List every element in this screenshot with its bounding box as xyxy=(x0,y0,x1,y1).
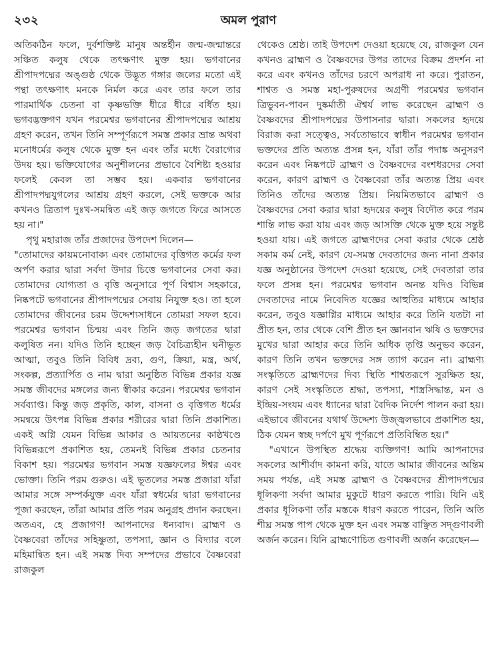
text-columns xyxy=(14,38,484,660)
page-number: ২৩২ xyxy=(14,13,39,27)
page-header xyxy=(0,0,497,34)
right-paragraph-1: থেকেও শ্রেষ্ঠ। তাই উপদেশ দেওয়া হয়েছে যে, রাজকুল যেন কখনও ব্রাহ্মণ ও বৈষ্ণবদের উপর তাদের বিক্রম প্রদর্শন না করে এবং কখনও তাঁদের চরণে অপরাধ না করে। পুরাতন, শাশ্বত ও সমস্ত মহা-পুরুষদের অগ্রণী পরমেশ্বর ভগবান ত্রিভুবন-পাবন দুষ্কর্মাতী ঐশ্বর্য লাভ করেছেন ব্রাহ্মণ ও বৈষ্ণবদের শ্রীপাদপদ্মের উপাসনার দ্বারা। সকলের হৃদয়ে বিরাজ করা সত্ত্বেও, সর্বতোভাবে স্বাধীন পরমেশ্বর ভগবান ভক্তদের প্রতি অত্যন্ত প্রসন্ন হন, যাঁরা তাঁর পদাঙ্ক অনুসরণ করেন এবং নিষ্কপটে ব্রাহ্মণ ও বৈষ্ণবদের বংশধরদের সেবা করেন, কারণ ব্রাহ্মণ ও বৈষ্ণবেরা তাঁর অত্যন্ত প্রিয় এবং তিনিও তাঁদের অত্যন্ত প্রিয়। নিয়মিতভাবে ব্রাহ্মণ ও বৈষ্ণবদের সেবা করার দ্বারা হৃদয়ের কলুষ বিদৌত করে পরম শান্তি লাভ করা যায় এবং জড় আসক্তি থেকে মুক্ত হয়ে সন্তুষ্ট হওয়া যায়। এই জগতে ব্রাহ্মণদের সেবা করার থেকে শ্রেষ্ঠ সকাম কর্ম নেই, কারণ যে-সমস্ত দেবতাদের জন্য নানা প্রকার যজ্ঞ অনুষ্ঠানের উপদেশ দেওয়া হয়েছে, সেই দেবতারা তার ফলে প্রসন্ন হন। পরমেশ্বর ভগবান অনন্ত যদিও বিভিন্ন দেবতাদের নামে নিবেদিত যজ্ঞের আহুতির মাধ্যমে আহার করেন, তবুও যজ্ঞাগ্নির মাধ্যমে আহার করে তিনি যতটা না প্রীত হন, তার থেকে বেশি প্রীত হন জ্ঞানবান ঋষি ও ভক্তদের মুখের দ্বারা আহার করে তিনি অধিক তৃপ্তি অনুভব করেন, কারণ তিনি তখন ভক্তদের সঙ্গ ত্যাগ করেন না। ব্রাহ্মণ্য সংস্কৃতিতে ব্রাহ্মণদের দিব্য স্থিতি শাশ্বতরূপে সুরক্ষিত হয়, কারণ সেই সংস্কৃতিতে শ্রদ্ধা, তপস্যা, শাস্ত্রসিদ্ধান্ত, মন ও ইন্দ্রিয়-সংযম এবং ধ্যানের দ্বারা বৈদিক নির্দেশ পালন করা হয়। এইভাবে জীবনের যথার্থ উদ্দেশ্য উজ্জ্বলভাবে প্রকাশিত হয়, ঠিক যেমন স্বচ্ছ দর্পণে মুখ পূর্ণরূপে প্রতিবিম্বিত হয়।" xyxy=(257,40,484,441)
right-column xyxy=(257,38,484,660)
left-paragraph-3: "তোমাদের কায়মনোবাক্য এবং তোমাদের বৃত্তিগত কর্মের ফল অর্পণ করার দ্বারা সর্বদা উদার চিত্তে ভগবানের সেবা কর। তোমাদের যোগ্যতা ও বৃত্তি অনুসারে পূর্ণ বিশ্বাস সহকারে, নিষ্কপটে ভগবানের শ্রীপাদপদ্মের সেবায় নিযুক্ত হও। তা হলে তোমাদের জীবনের চরম উদ্দেশ্যসাধনে তোমরা সফল হবে। পরমেশ্বর ভগবান চিন্ময় এবং তিনি জড় জগতের দ্বারা কলুষিত নন। যদিও তিনি হচ্ছেন জড় বৈচিত্র্যহীন ঘনীভূত আত্মা, তবুও তিনি বিবিধ দ্রব্য, গুণ, ক্রিয়া, মন্ত্র, অর্থ, সংকল্প, প্রত্যার্পিত ও নাম দ্বারা অনুষ্ঠিত বিভিন্ন প্রকার যজ্ঞ সমস্ত জীবদের মঙ্গলের জন্য স্বীকার করেন। পরমেশ্বর ভগবান সর্বব্যাপ্ত। কিন্তু জড় প্রকৃতি, কাল, বাসনা ও বৃত্তিগত ধর্মের সমন্বয়ে উৎপন্ন বিভিন্ন প্রকার শরীরের দ্বারা তিনি প্রকাশিত। একই অগ্নি যেমন বিভিন্ন আকার ও আয়তনের কাষ্ঠখণ্ডে বিভিন্নরূপে প্রকাশিত হয়, তেমনই বিভিন্ন প্রকার চেতনার বিকাশ হয়। পরমেশ্বর ভগবান সমস্ত যজ্ঞফলের ঈশ্বর এবং ভোক্তা। তিনি পরম গুরুও। এই ভূতলের সমস্ত প্রজারা যাঁরা আমার সঙ্গে সম্পর্কযুক্ত এবং যাঁরা স্বধর্মের দ্বারা ভগবানের পূজা করছেন, তাঁরা আমার প্রতি পরম অনুগ্রহ প্রদান করছেন। অতএব, হে প্রজাগণ! আপনাদের ধন্যবাদ। ব্রাহ্মণ ও বৈষ্ণবেরা তাঁদের সহিষ্ণুতা, তপস্যা, জ্ঞান ও বিদ্যার বলে মহিমান্বিত হন। এই সমস্ত দিব্য সম্পদের প্রভাবে বৈষ্ণবেরা রাজকুল xyxy=(14,250,241,576)
left-column xyxy=(14,38,241,660)
running-title: অমল পুরাণ xyxy=(220,13,277,27)
right-paragraph-2: "এখানে উপস্থিত শ্রদ্ধেয় ব্যক্তিগণ! আমি আপনাদের সকলের আশীর্বাদ কামনা করি, যাতে আমার জীবনের অন্তিম সময় পর্যন্ত, এই সমস্ত ব্রাহ্মণ ও বৈষ্ণবদের শ্রীপাদপদ্মের ধূলিকণা সর্বদা আমার মুকুটে ধারণ করতে পারি। যিনি এই প্রকার ধূলিকণা তাঁর মস্তকে ধারণ করতে পারেন, তিনি অতি শীঘ্র সমস্ত পাপ থেকে মুক্ত হন এবং সমস্ত বাঞ্ছিত সদ্গুণাবলী অর্জন করেন। যিনি ব্রাহ্মণোচিত গুণাবলী অর্জন করেছেন— xyxy=(257,445,484,546)
left-paragraph-2: পৃথু মহারাজ তাঁর প্রজাদের উপদেশ দিলেন— xyxy=(26,235,194,246)
left-paragraph-1: অতিকঠিন ফলে, দুর্বশক্তিষ্ট মানুষ অন্তর্হীন জন্ম-জন্মান্তরে সঞ্চিত কলুষ থেকে তৎক্ষণাৎ মুক্ত হয়। ভগবানের শ্রীপাদপদ্মের অঙ্গুষ্ঠ থেকে উদ্ভূত গঙ্গার জলের মতো এই পন্থা তৎক্ষণাৎ মনকে নির্মল করে এবং তার ফলে তার পারমার্থিক চেতনা বা কৃষ্ণভক্তি ধীরে ধীরে বর্ধিত হয়। ভগবদ্ভক্তগণ যখন পরমেশ্বর ভগবানের শ্রীপাদপদ্মের আশ্রয় গ্রহণ করেন, তখন তিনি সম্পূর্ণরূপে সমস্ত প্রকার ভ্রান্ত অথবা মনোধর্মের কলুষ থেকে মুক্ত হন এবং তাঁর মধ্যে বৈরাগ্যের উদয় হয়। ভক্তিযোগের অনুশীলনের প্রভাবে বৈশিষ্ট্য হওয়ার ফলেই কেবল তা সম্ভব হয়। একবার ভগবানের শ্রীপাদপদ্মযুগলের আশ্রয় গ্রহণ করলে, সেই ভক্তকে আর কখনও ত্রিতাপ দুঃখ-সমন্বিত এই জড় জগতে ফিরে আসতে হয় না।" xyxy=(14,40,241,231)
